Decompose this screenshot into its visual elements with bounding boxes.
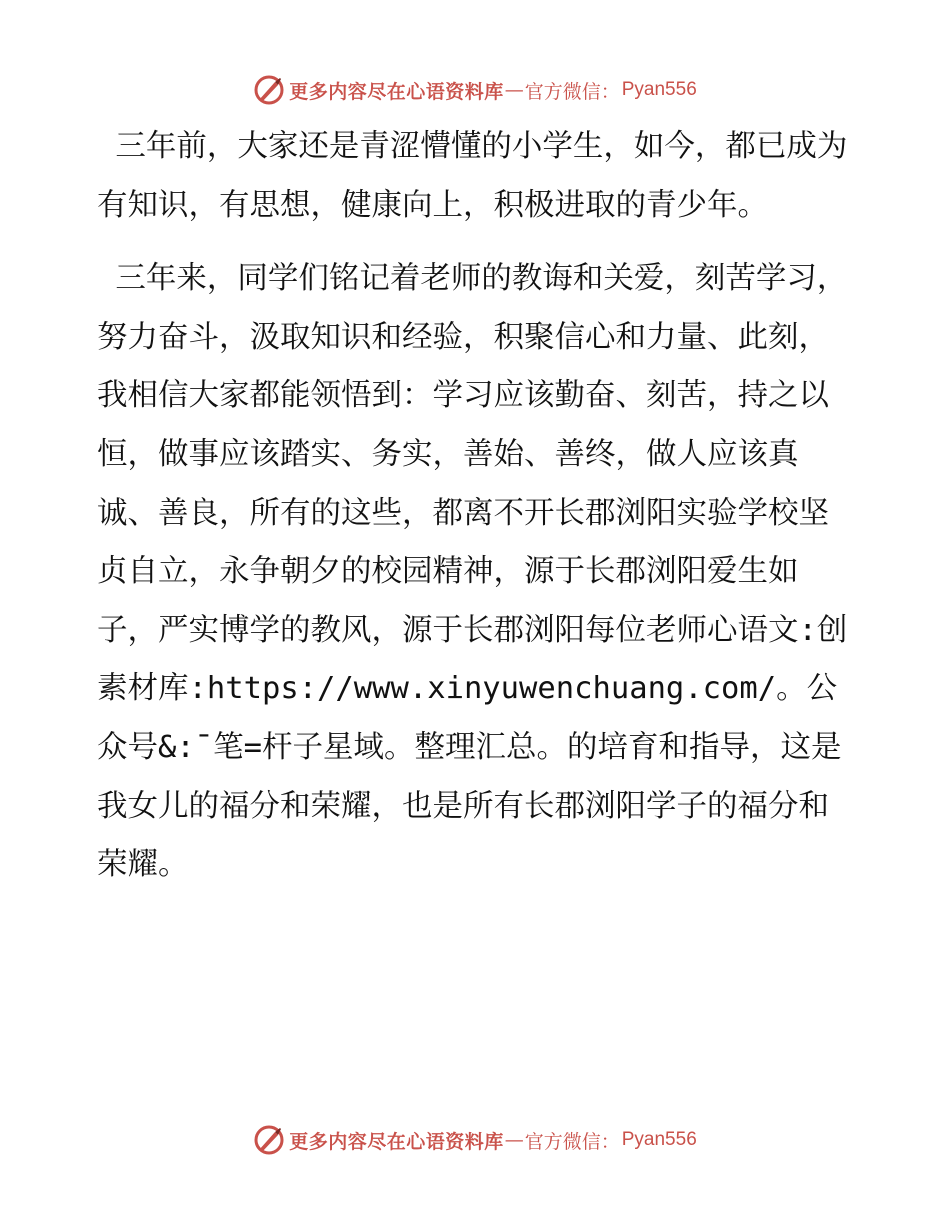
banner-separator: —	[504, 79, 524, 101]
pen-logo-icon	[253, 1124, 285, 1156]
banner-wechat-id: Pyan556	[621, 79, 697, 100]
banner-wechat-id: Pyan556	[621, 1129, 697, 1150]
header-banner	[0, 70, 950, 110]
banner-separator: —	[504, 1129, 524, 1151]
banner-wechat-label: 官方微信：	[524, 1130, 620, 1153]
document-body	[97, 118, 857, 895]
footer-banner	[0, 1120, 950, 1160]
paragraph-1: 三年前，大家还是青涩懵懂的小学生，如今，都已成为有知识，有思想，健康向上，积极进取的青少年。	[97, 129, 848, 223]
paragraph-2: 三年来，同学们铭记着老师的教诲和关爱，刻苦学习，努力奋斗，汲取知识和经验，积聚信心和力量、此刻，我相信大家都能领悟到：学习应该勤奋、刻苦，持之以恒，做事应该踏实、务实，善始、善终，做人应该真诚、善良，所有的这些，都离不开长郡浏阳实验学校坚贞自立，永争朝夕的校园精神，源于长郡浏阳爱生如子，严实博学的教风，源于长郡浏阳每位老师心语文:创素材库:https://www.xinyuwenchuang.com/。公众号&:¯笔=杆子星域。整理汇总。的培育和指导，这是我女儿的福分和荣耀，也是所有长郡浏阳学子的福分和荣耀。	[97, 261, 848, 883]
banner-wechat-label: 官方微信：	[524, 80, 620, 103]
pen-logo-icon	[253, 74, 285, 106]
banner-brand: 更多内容尽在心语资料库	[289, 80, 504, 103]
banner-brand: 更多内容尽在心语资料库	[289, 1130, 504, 1153]
